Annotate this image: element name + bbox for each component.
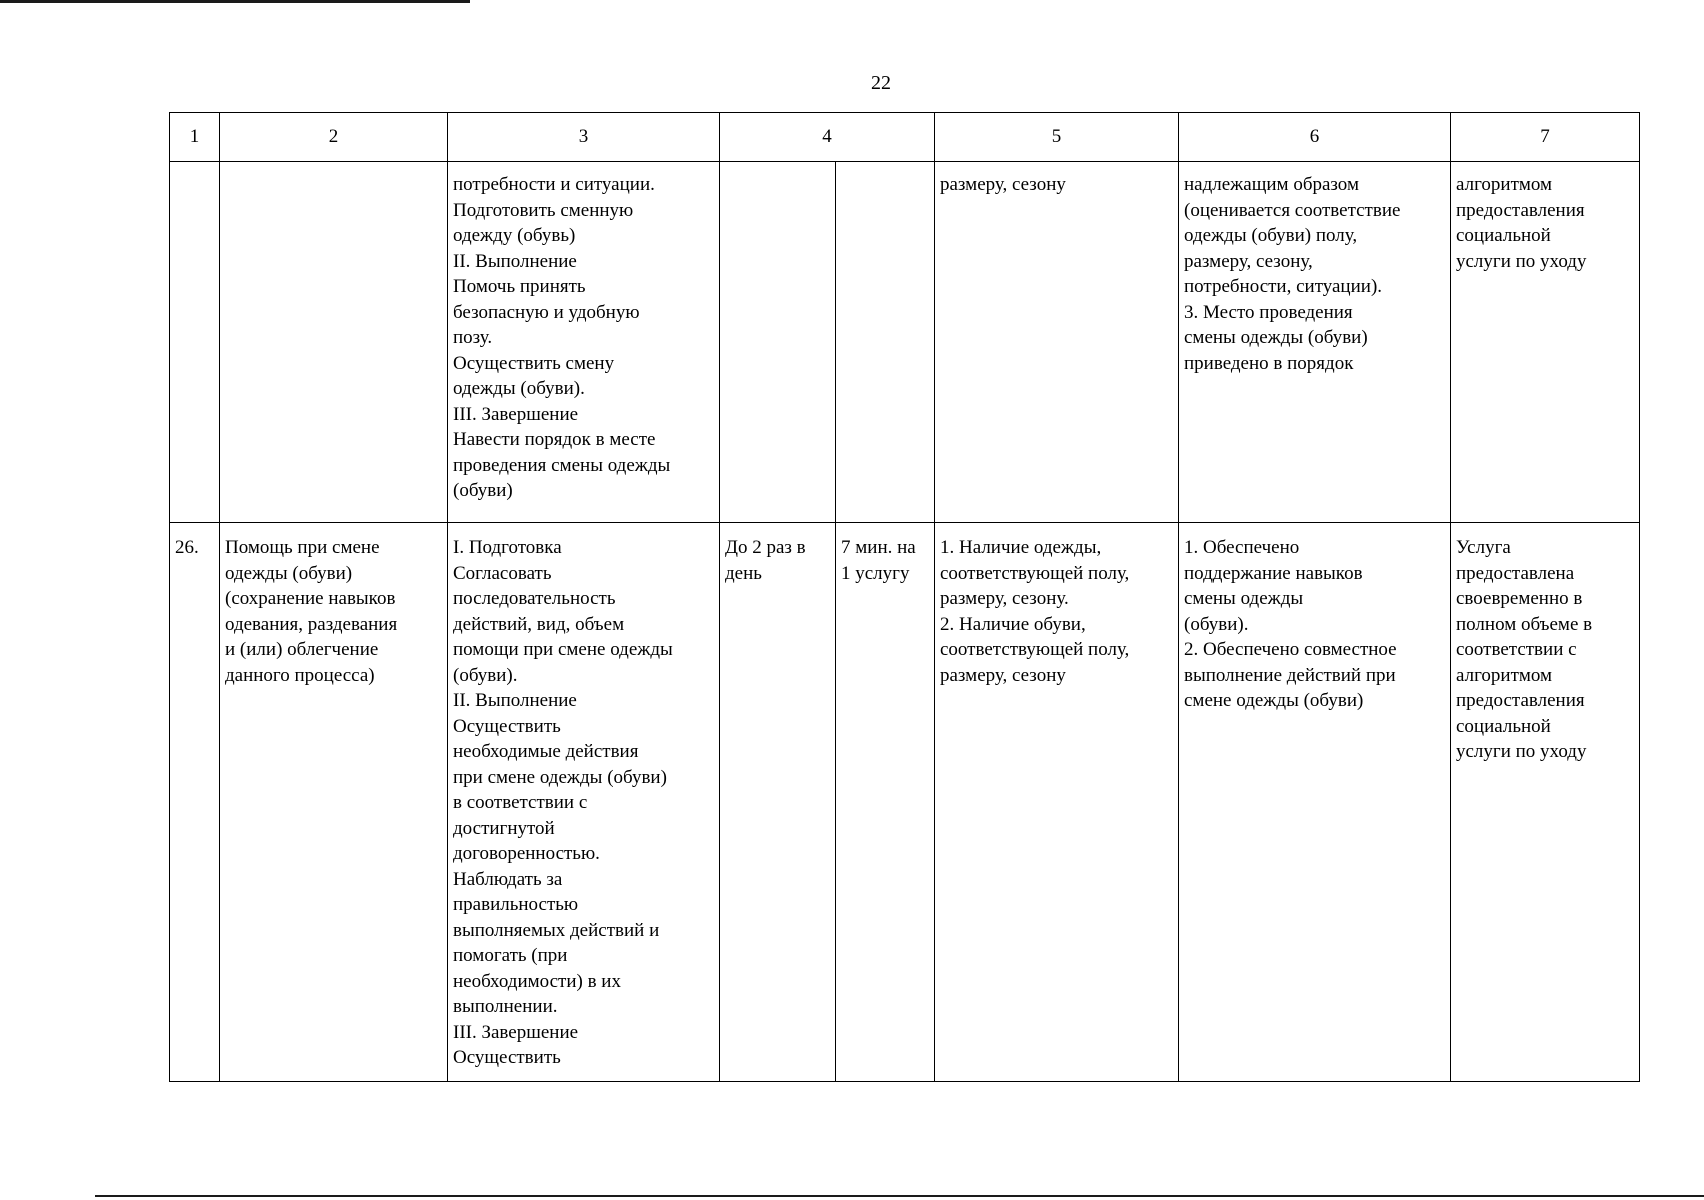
cell-text-line: данного процесса) [225,664,375,686]
cell-text-line: смены одежды (обуви) [1184,327,1368,348]
cell-text-line: приведено в порядок [1184,352,1354,374]
column-number-4: 4 [720,113,935,162]
services-table [169,112,1640,1082]
cell-text-line: Осуществить [453,715,561,737]
cell-text-line: в соответствии с [453,792,588,813]
cell-text-line: и (или) облегчение [225,639,379,660]
cell-text-line: полном объеме в [1456,613,1593,635]
cell-text-line: (обуви) [453,480,513,501]
cell-text-line: договоренностью. [453,843,600,864]
cell-text-line: предоставлена [1456,562,1575,584]
cell-text-line: III. Завершение [453,1021,579,1043]
column-number-7: 7 [1451,113,1640,162]
scan-edge-top [0,0,470,3]
page-number: 22 [871,72,891,94]
cell-frequency [720,162,836,523]
cell-text-line: одевания, раздевания [225,613,398,635]
cell-text-line: III. Завершение [453,403,579,425]
cell-text-line: 1 услугу [841,562,910,584]
cell-results [1179,162,1451,523]
cell-text-line: размеру, сезону. [940,588,1069,609]
cell-text-line: предоставления [1456,199,1585,221]
cell-text-line: своевременно в [1456,588,1583,609]
cell-text-line: соответствующей полу, [940,639,1130,660]
cell-conditions [935,162,1179,523]
cell-text-line: надлежащим образом [1184,174,1359,195]
table-row-continued [170,162,1640,523]
cell-text-line: соответствующей полу, [940,562,1130,584]
cell-text-line: смены одежды [1184,588,1304,609]
column-number-3: 3 [448,113,720,162]
cell-text-line: I. Подготовка [453,537,562,558]
cell-service-name [220,523,448,1082]
cell-conditions [935,523,1179,1082]
cell-procedure [448,523,720,1082]
cell-text-line: услуги по уходу [1456,250,1587,272]
cell-text-line: алгоритмом [1456,174,1553,195]
cell-text-line: безопасную и удобную [453,301,640,323]
cell-text-line: смене одежды (обуви) [1184,690,1364,711]
cell-duration [836,523,935,1082]
cell-number [170,162,220,523]
cell-text-line: (сохранение навыков [225,588,396,609]
cell-text-line: (оценивается соответствие [1184,199,1401,221]
column-number-5: 5 [935,113,1179,162]
cell-number: 26. [170,523,220,1082]
cell-text-line: необходимости) в их [453,970,621,992]
cell-text-line: (обуви). [1184,613,1249,635]
cell-text-line: помогать (при [453,945,568,966]
cell-text-line: Услуга [1456,537,1511,558]
cell-results [1179,523,1451,1082]
cell-text-line: алгоритмом [1456,664,1553,686]
cell-procedure [448,162,720,523]
cell-text-line: одежды (обуви) [225,562,353,584]
cell-text-line: 2. Обеспечено совместное [1184,639,1397,660]
scan-edge-bottom [95,1195,1704,1197]
cell-text-line: потребности и ситуации. [453,174,655,195]
cell-text-line: выполнение действий при [1184,664,1396,686]
table-header-row [170,113,1640,162]
cell-text-line: Помощь при смене [225,537,380,558]
cell-text-line: размеру, сезону [940,174,1066,195]
column-number-6: 6 [1179,113,1451,162]
cell-text-line: II. Выполнение [453,690,577,711]
cell-text-line: размеру, сезону, [1184,250,1313,272]
cell-text-line: одежды (обуви) полу, [1184,225,1358,246]
cell-text-line: потребности, ситуации). [1184,276,1383,297]
cell-text-line: Подготовить сменную [453,199,634,221]
cell-text-line: социальной [1456,225,1551,246]
cell-text-line: 1. Обеспечено [1184,537,1300,558]
cell-text-line: 3. Место проведения [1184,301,1353,323]
cell-text-line: размеру, сезону [940,664,1066,686]
cell-text-line: 1. Наличие одежды, [940,537,1102,558]
cell-service-name [220,162,448,523]
cell-text-line: социальной [1456,715,1551,737]
cell-text-line: предоставления [1456,690,1585,711]
cell-text-line: (обуви). [453,664,518,686]
cell-text-line: 7 мин. на [841,537,916,558]
column-number-1: 1 [170,113,220,162]
cell-text-line: одежды (обуви). [453,378,585,399]
cell-text-line: выполнении. [453,996,558,1017]
cell-duration [836,162,935,523]
cell-text-line: поддержание навыков [1184,562,1363,584]
cell-text-line: соответствии с [1456,639,1577,660]
cell-text-line: Навести порядок в месте [453,429,656,450]
cell-text-line: одежду (обувь) [453,225,576,246]
cell-text-line: услуги по уходу [1456,741,1587,762]
cell-text-line: последовательность [453,588,616,609]
cell-quality [1451,523,1640,1082]
cell-text-line: проведения смены одежды [453,454,671,476]
cell-text-line: действий, вид, объем [453,613,625,635]
cell-text-line: день [725,562,762,584]
cell-text-line: при смене одежды (обуви) [453,766,667,788]
cell-text-line: 2. Наличие обуви, [940,613,1086,635]
cell-text-line: II. Выполнение [453,250,577,272]
cell-text-line: Наблюдать за [453,868,563,890]
cell-text-line: До 2 раз в [725,537,806,558]
cell-text-line: помощи при смене одежды [453,639,673,660]
cell-text-line: выполняемых действий и [453,919,660,941]
cell-text-line: Осуществить смену [453,352,615,374]
cell-text-line: правильностью [453,894,579,915]
cell-text-line: Согласовать [453,562,552,584]
column-number-2: 2 [220,113,448,162]
table-row-26 [170,523,1640,1082]
cell-text-line: Помочь принять [453,276,586,297]
cell-frequency [720,523,836,1082]
cell-text-line: позу. [453,327,493,348]
cell-text-line: Осуществить [453,1047,561,1068]
cell-text-line: достигнутой [453,817,555,839]
cell-quality [1451,162,1640,523]
cell-text-line: необходимые действия [453,741,639,762]
